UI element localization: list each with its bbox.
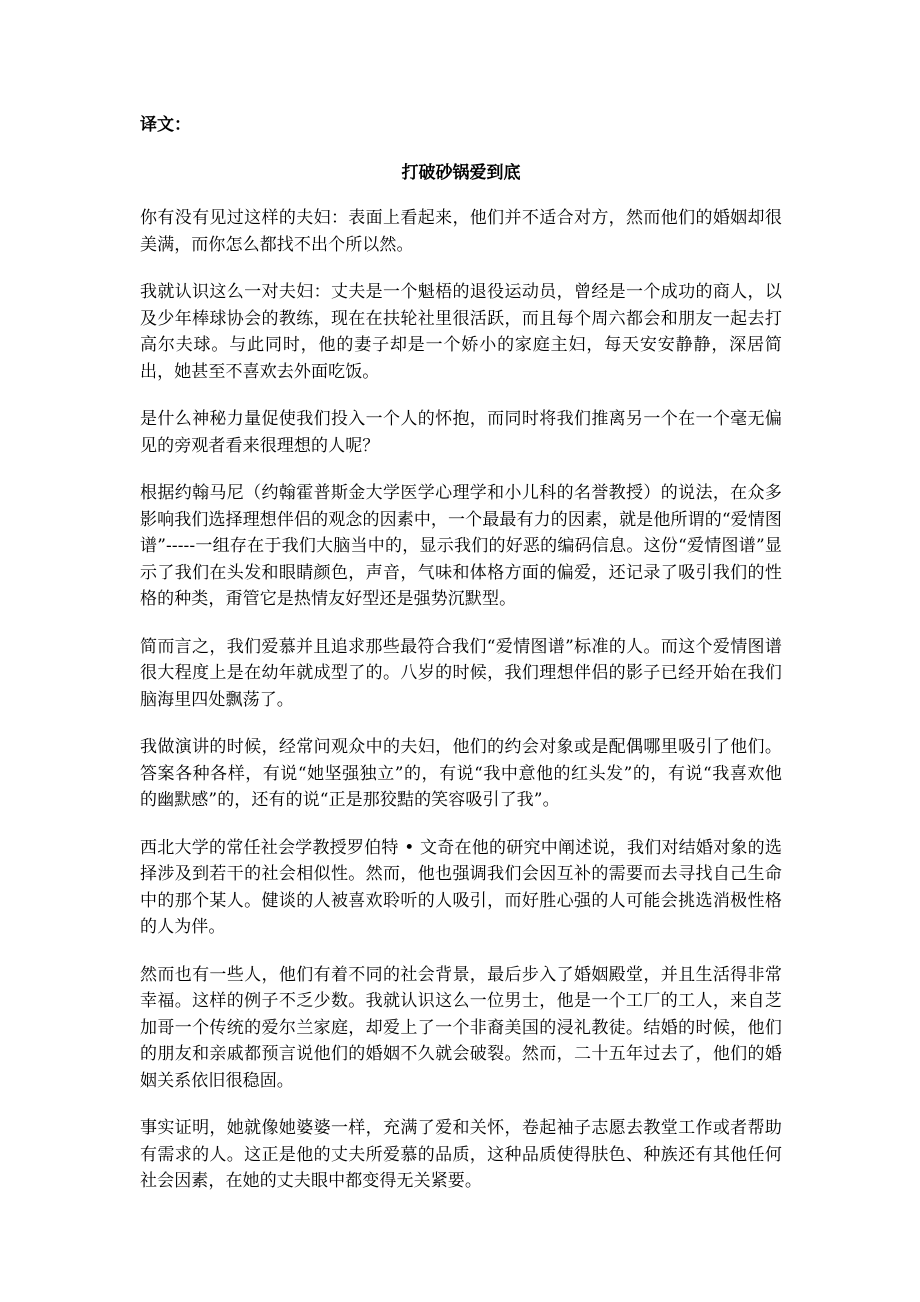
paragraph-5: 简而言之，我们爱慕并且追求那些最符合我们“爱情图谱”标准的人。而这个爱情图谱很大程度上是在幼年就成型了的。八岁的时候，我们理想伴侣的影子已经开始在我们脑海里四处飘荡了。 <box>140 636 782 710</box>
paragraph-3: 是什么神秘力量促使我们投入一个人的怀抱，而同时将我们推离另一个在一个毫无偏见的旁观者看来很理想的人呢？ <box>140 409 782 456</box>
paragraph-9: 事实证明，她就像她婆婆一样，充满了爱和关怀，卷起袖子志愿去教堂工作或者帮助有需求的人。这正是他的丈夫所爱慕的品质，这种品质使得肤色、种族还有其他任何社会因素，在她的丈夫眼中都变得无关紧要。 <box>140 1118 782 1191</box>
section-label: 译文： <box>140 115 191 135</box>
paragraph-1: 你有没有见过这样的夫妇：表面上看起来，他们并不适合对方，然而他们的婚姻却很美满，而你怎么都找不出个所以然。 <box>140 208 782 255</box>
paragraph-4: 根据约翰马尼（约翰霍普斯金大学医学心理学和小儿科的名誉教授）的说法，在众多影响我们选择理想伴侣的观念的因素中，一个最最有力的因素，就是他所谓的“爱情图谱”-----一组存在于我们大脑当中的，显示我们的好恶的编码信息。这份“爱情图谱”显示了我们在头发和眼睛颜色，声音，气味和体格方面的偏爱，还记录了吸引我们的性格的种类，甭管它是热情友好型还是强势沉默型。 <box>140 483 782 609</box>
paragraph-8: 然而也有一些人，他们有着不同的社会背景，最后步入了婚姻殿堂，并且生活得非常幸福。这样的例子不乏少数。我就认识这么一位男士，他是一个工厂的工人，来自芝加哥一个传统的爱尔兰家庭，却爱上了一个非裔美国的浸礼教徒。结婚的时候，他们的朋友和亲戚都预言说他们的婚姻不久就会破裂。然而，二十五年过去了，他们的婚姻关系依旧很稳固。 <box>140 964 782 1091</box>
document-body <box>140 112 782 1216</box>
paragraph-6: 我做演讲的时候，经常问观众中的夫妇，他们的约会对象或是配偶哪里吸引了他们。答案各种各样，有说“她坚强独立”的，有说“我中意他的红头发”的，有说“我喜欢他的幽默感”的，还有的说“正是那狡黠的笑容吸引了我”。 <box>140 737 782 810</box>
paragraph-2: 我就认识这么一对夫妇：丈夫是一个魁梧的退役运动员，曾经是一个成功的商人，以及少年棒球协会的教练，现在在扶轮社里很活跃，而且每个周六都会和朋友一起去打高尔夫球。与此同时，他的妻子却是一个娇小的家庭主妇，每天安安静静，深居简出，她甚至不喜欢去外面吃饭。 <box>140 282 782 382</box>
document-title: 打破砂锅爱到底 <box>401 163 521 183</box>
paragraph-7: 西北大学的常任社会学教授罗伯特 • 文奇在他的研究中阐述说，我们对结婚对象的选择涉及到若干的社会相似性。然而，他也强调我们会因互补的需要而去寻找自己生命中的那个某人。健谈的人被喜欢聆听的人吸引，而好胜心强的人可能会挑选消极性格的人为伴。 <box>140 837 782 937</box>
